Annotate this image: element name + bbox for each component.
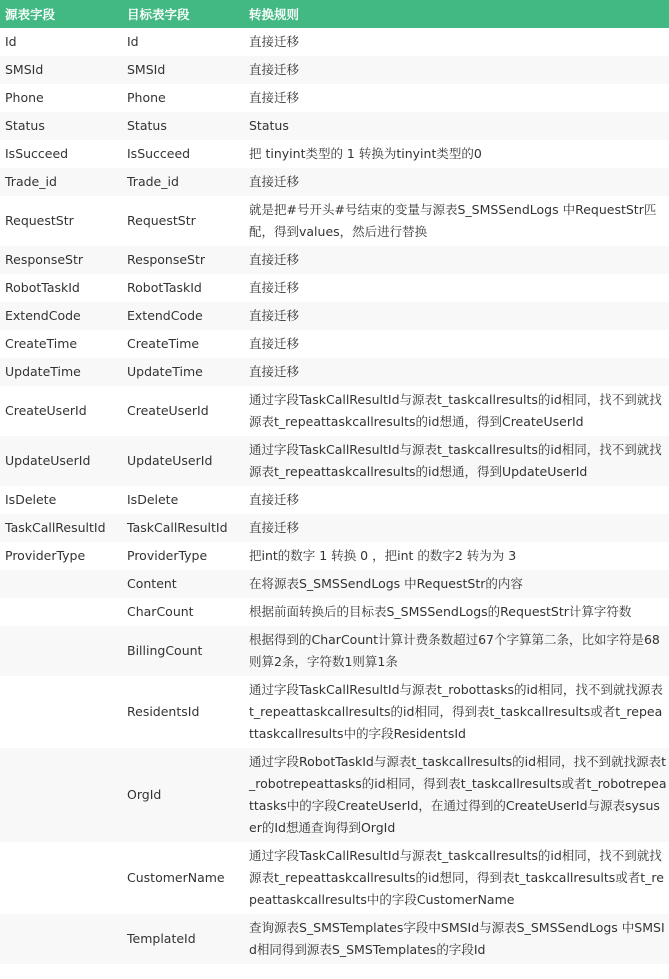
rule-cell: 通过字段TaskCallResultId与源表t_robottasks的id相同，找不到就找源表t_repeattaskcallresults的id相同，得到表t_taskcallresults或者t_repeattaskcallresults中的字段ResidentsId bbox=[244, 676, 669, 748]
target-field-cell: Trade_id bbox=[122, 168, 244, 196]
rule-cell: 把 tinyint类型的 1 转换为tinyint类型的0 bbox=[244, 140, 669, 168]
table-row bbox=[0, 914, 669, 964]
table-row bbox=[0, 302, 669, 330]
table-row bbox=[0, 84, 669, 112]
target-field-cell: ProviderType bbox=[122, 542, 244, 570]
target-field-cell: UpdateUserId bbox=[122, 436, 244, 486]
source-field-cell bbox=[0, 748, 122, 842]
target-field-cell: Content bbox=[122, 570, 244, 598]
table-row bbox=[0, 436, 669, 486]
source-field-cell bbox=[0, 626, 122, 676]
rule-cell: 直接迁移 bbox=[244, 56, 669, 84]
source-field-cell: ProviderType bbox=[0, 542, 122, 570]
target-field-cell: TaskCallResultId bbox=[122, 514, 244, 542]
header-row bbox=[0, 0, 669, 28]
source-field-cell: Phone bbox=[0, 84, 122, 112]
rule-cell: 直接迁移 bbox=[244, 84, 669, 112]
rule-cell: 在将源表S_SMSSendLogs 中RequestStr的内容 bbox=[244, 570, 669, 598]
rule-cell: 直接迁移 bbox=[244, 330, 669, 358]
target-field-cell: BillingCount bbox=[122, 626, 244, 676]
source-field-cell: SMSId bbox=[0, 56, 122, 84]
rule-cell: 查询源表S_SMSTemplates字段中SMSId与源表S_SMSSendLogs 中SMSId相同得到源表S_SMSTemplates的字段Id bbox=[244, 914, 669, 964]
source-field-cell: IsDelete bbox=[0, 486, 122, 514]
target-field-cell: SMSId bbox=[122, 56, 244, 84]
target-field-cell: IsDelete bbox=[122, 486, 244, 514]
source-field-cell: UpdateUserId bbox=[0, 436, 122, 486]
rule-cell: 通过字段TaskCallResultId与源表t_taskcallresults的id相同，找不到就找源表t_repeattaskcallresults的id想通，得到UpdateUserId bbox=[244, 436, 669, 486]
table-row bbox=[0, 112, 669, 140]
table-row bbox=[0, 598, 669, 626]
rule-cell: 直接迁移 bbox=[244, 168, 669, 196]
source-field-cell: Status bbox=[0, 112, 122, 140]
target-field-cell: UpdateTime bbox=[122, 358, 244, 386]
target-field-cell: CustomerName bbox=[122, 842, 244, 914]
source-field-cell: RobotTaskId bbox=[0, 274, 122, 302]
table-row bbox=[0, 514, 669, 542]
source-field-cell: CreateTime bbox=[0, 330, 122, 358]
header-rule: 转换规则 bbox=[249, 7, 300, 22]
target-field-cell: CharCount bbox=[122, 598, 244, 626]
target-field-cell: IsSucceed bbox=[122, 140, 244, 168]
table-header bbox=[0, 0, 669, 28]
rule-cell: 通过字段RobotTaskId与源表t_taskcallresults的id相同，找不到就找源表t_robotrepeattasks的id相同，得到表t_taskcallresults或者t_robotrepeattasks中的字段CreateUserId，在通过得到的CreateUserId与源表sysuser的Id想通查询得到OrgId bbox=[244, 748, 669, 842]
rule-cell: Status bbox=[244, 112, 669, 140]
source-field-cell bbox=[0, 914, 122, 964]
target-field-cell: ExtendCode bbox=[122, 302, 244, 330]
target-field-cell: ResidentsId bbox=[122, 676, 244, 748]
source-field-cell: UpdateTime bbox=[0, 358, 122, 386]
target-field-cell: OrgId bbox=[122, 748, 244, 842]
target-field-cell: CreateUserId bbox=[122, 386, 244, 436]
target-field-cell: TemplateId bbox=[122, 914, 244, 964]
rule-cell: 直接迁移 bbox=[244, 302, 669, 330]
table-row bbox=[0, 246, 669, 274]
rule-cell: 直接迁移 bbox=[244, 358, 669, 386]
table-row bbox=[0, 626, 669, 676]
rule-cell: 直接迁移 bbox=[244, 246, 669, 274]
table-row bbox=[0, 168, 669, 196]
source-field-cell: Trade_id bbox=[0, 168, 122, 196]
source-field-cell bbox=[0, 842, 122, 914]
rule-cell: 直接迁移 bbox=[244, 486, 669, 514]
table-row bbox=[0, 386, 669, 436]
source-field-cell: IsSucceed bbox=[0, 140, 122, 168]
table-row bbox=[0, 274, 669, 302]
table-row bbox=[0, 196, 669, 246]
table-row bbox=[0, 140, 669, 168]
header-source-field: 源表字段 bbox=[5, 7, 56, 22]
table-row bbox=[0, 330, 669, 358]
target-field-cell: Id bbox=[122, 28, 244, 56]
source-field-cell: RequestStr bbox=[0, 196, 122, 246]
rule-cell: 根据前面转换后的目标表S_SMSSendLogs的RequestStr计算字符数 bbox=[244, 598, 669, 626]
table-row bbox=[0, 56, 669, 84]
rule-cell: 通过字段TaskCallResultId与源表t_taskcallresults的id相同，找不到就找源表t_repeattaskcallresults的id想通，得到CreateUserId bbox=[244, 386, 669, 436]
source-field-cell: TaskCallResultId bbox=[0, 514, 122, 542]
table-row bbox=[0, 570, 669, 598]
source-field-cell bbox=[0, 676, 122, 748]
source-field-cell bbox=[0, 598, 122, 626]
target-field-cell: CreateTime bbox=[122, 330, 244, 358]
table-row bbox=[0, 486, 669, 514]
rule-cell: 直接迁移 bbox=[244, 28, 669, 56]
table-row bbox=[0, 842, 669, 914]
rule-cell: 根据得到的CharCount计算计费条数超过67个字算第二条，比如字符是68则算2条，字符数1则算1条 bbox=[244, 626, 669, 676]
rule-cell: 直接迁移 bbox=[244, 514, 669, 542]
table-row bbox=[0, 676, 669, 748]
target-field-cell: ResponseStr bbox=[122, 246, 244, 274]
source-field-cell: ResponseStr bbox=[0, 246, 122, 274]
target-field-cell: Status bbox=[122, 112, 244, 140]
rule-cell: 把int的数字 1 转换 0 ，把int 的数字2 转为为 3 bbox=[244, 542, 669, 570]
rule-cell: 就是把#号开头#号结束的变量与源表S_SMSSendLogs 中RequestStr匹配，得到values，然后进行替换 bbox=[244, 196, 669, 246]
table-row bbox=[0, 542, 669, 570]
source-field-cell bbox=[0, 570, 122, 598]
target-field-cell: RobotTaskId bbox=[122, 274, 244, 302]
table-row bbox=[0, 748, 669, 842]
table-row bbox=[0, 358, 669, 386]
target-field-cell: RequestStr bbox=[122, 196, 244, 246]
table-body bbox=[0, 28, 669, 964]
source-field-cell: ExtendCode bbox=[0, 302, 122, 330]
rule-cell: 通过字段TaskCallResultId与源表t_taskcallresults的id相同，找不到就找源表t_repeattaskcallresults的id想同，得到表t_taskcallresults或者t_repeattaskcallresults中的字段CustomerName bbox=[244, 842, 669, 914]
target-field-cell: Phone bbox=[122, 84, 244, 112]
table-row bbox=[0, 28, 669, 56]
rule-cell: 直接迁移 bbox=[244, 274, 669, 302]
source-field-cell: CreateUserId bbox=[0, 386, 122, 436]
source-field-cell: Id bbox=[0, 28, 122, 56]
header-target-field: 目标表字段 bbox=[127, 7, 190, 22]
